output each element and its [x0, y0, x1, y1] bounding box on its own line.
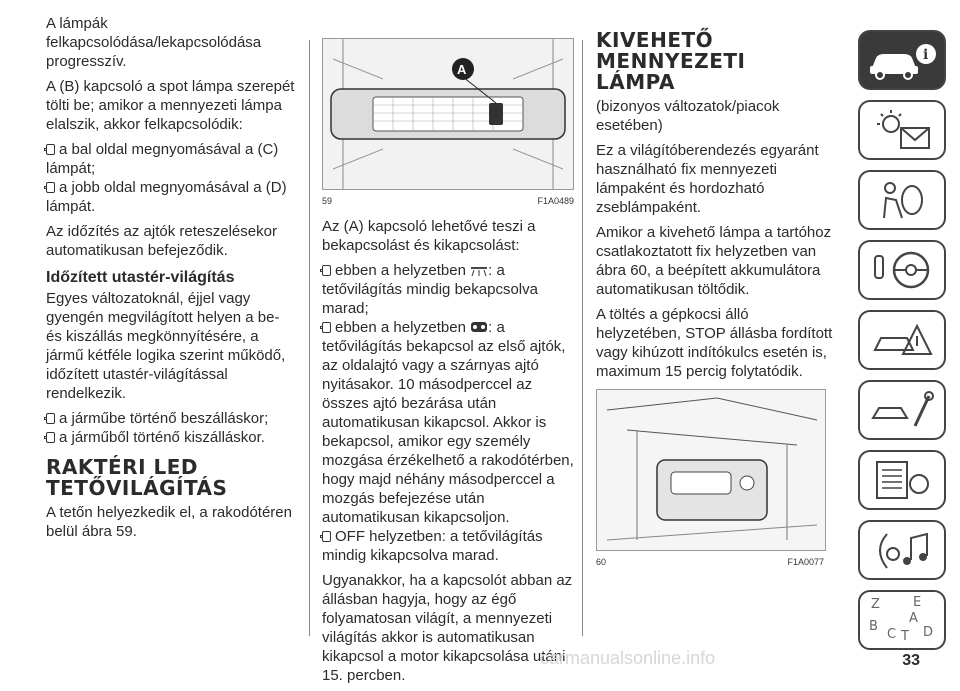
figure-callout-label: A — [457, 62, 467, 77]
bullet-text: a jobb oldal megnyomásával a (D) lámpát. — [46, 179, 287, 215]
bullet-icon — [322, 265, 331, 276]
index-letter: E — [913, 595, 922, 610]
tab-index[interactable] — [858, 590, 946, 650]
figure-code: F1A0077 — [787, 557, 824, 567]
column-1 — [46, 14, 298, 547]
lamp-on-icon — [470, 265, 488, 277]
index-letter: Z — [871, 597, 880, 612]
bullet-item — [322, 318, 574, 527]
subheading: Időzített utastér-világítás — [46, 269, 235, 286]
column-3 — [596, 30, 836, 578]
paragraph: Egyes változatoknál, éjjel vagy gyengén megvilágított helyen a be- és kiszállás megkönnyítésére, a jármű kétféle logika szerint működő, időzített utastér-világítással rendelkezik. — [46, 290, 286, 402]
figure-caption — [322, 192, 574, 211]
bullet-item — [46, 140, 298, 178]
bullet-item — [46, 178, 298, 216]
paragraph: A töltés a gépkocsi álló helyzetében, STOP állásba fordított vagy kihúzott indítókulcs esetén is, maximum 15 percig folytatódik. — [596, 306, 833, 380]
tab-technical-data[interactable] — [858, 450, 946, 510]
paragraph: Az időzítés az ajtók reteszelésekor automatikusan befejeződik. — [46, 223, 277, 259]
index-letter: D — [923, 625, 934, 640]
removable-lamp-illustration — [597, 390, 825, 550]
bullet-text: a járműbe történő beszálláskor; — [59, 410, 269, 427]
bullet-text: a bal oldal megnyomásával a (C) lámpát; — [46, 141, 279, 177]
bullet-icon — [322, 322, 331, 333]
tab-car-info[interactable] — [858, 30, 946, 90]
index-letter: B — [869, 619, 878, 634]
figure-60 — [596, 389, 826, 551]
bullet-item — [322, 261, 574, 318]
paragraph: Ez a világítóberendezés egyaránt használható fix mennyezeti lámpaként és hordozható zseblámpaként. — [596, 142, 819, 216]
paragraph: A (B) kapcsoló a spot lámpa szerepét tölti be; amikor a mennyezeti lámpa elalszik, akkor felkapcsolódik: — [46, 78, 295, 133]
tab-emergency[interactable] — [858, 310, 946, 370]
figure-code: F1A0489 — [537, 196, 574, 206]
index-letter: A — [909, 611, 918, 626]
bullet-icon — [46, 182, 55, 193]
car-info-icon — [866, 40, 938, 80]
bullet-icon — [46, 432, 55, 443]
section-heading — [596, 30, 836, 93]
index-icon — [867, 595, 937, 645]
specs-icon — [867, 458, 937, 502]
column-2 — [322, 38, 574, 691]
section-heading-line: LÁMPA — [596, 70, 675, 94]
figure-number: 60 — [596, 557, 607, 567]
figure-59 — [322, 38, 574, 190]
tab-multimedia[interactable] — [858, 520, 946, 580]
door-sensor-icon — [470, 320, 488, 334]
page-number: 33 — [902, 652, 920, 669]
bullet-text: : a tetővilágítás bekapcsol az első ajtók, az oldalajtó vagy a szárnyas ajtó nyitásakor. 10 másodperccel az összes ajtó bezárása után automatikusan kikapcsol. Akkor is bekapcsol, amikor egy személy mozgása érzékelhető a rakodótérben, hogy majd néhány másodperccel a mozgás befejezése után automatikusan kikapcsoljon. — [322, 319, 574, 526]
bullet-text: ebben a helyzetben — [335, 262, 466, 279]
index-letter: C — [887, 627, 897, 642]
section-heading-line: TETŐVILÁGÍTÁS — [46, 476, 228, 500]
emergency-icon — [867, 318, 937, 362]
bullet-item — [46, 409, 298, 428]
tab-warning-lights[interactable] — [858, 100, 946, 160]
multimedia-icon — [867, 528, 937, 572]
bullet-text: a járműből történő kiszálláskor. — [59, 429, 265, 446]
bullet-icon — [46, 144, 55, 155]
tab-starting-driving[interactable] — [858, 240, 946, 300]
svg-text:i: i — [923, 47, 929, 63]
roof-light-illustration — [323, 39, 573, 189]
warning-lights-icon — [867, 108, 937, 152]
bullet-icon — [46, 413, 55, 424]
bullet-text: OFF helyzetben: a tetővilágítás mindig kikapcsolva marad. — [322, 528, 543, 564]
bullet-text: ebben a helyzetben — [335, 319, 466, 336]
section-heading-line: KIVEHETŐ MENNYEZETI — [596, 28, 746, 73]
bullet-icon — [322, 531, 331, 542]
maintenance-icon — [867, 388, 937, 432]
watermark: carmanualsonline.info — [540, 648, 716, 668]
tab-safety[interactable] — [858, 170, 946, 230]
bullet-item — [322, 527, 574, 565]
bullet-text: : a tetővilágítás mindig bekapcsolva marad; — [322, 262, 538, 317]
paragraph: A lámpák felkapcsolódása/lekapcsolódása progresszív. — [46, 15, 262, 70]
paragraph: Ugyanakkor, ha a kapcsolót abban az állásban hagyja, hogy az égő folyamatosan világít, a mennyezeti világítás akkor is automatikusan kikapcsol a motor kikapcsolása utáni 15. percben. — [322, 572, 573, 684]
paragraph: Az (A) kapcsoló lehetővé teszi a bekapcsolást és kikapcsolást: — [322, 218, 536, 254]
section-heading — [46, 457, 298, 499]
steering-wheel-icon — [867, 248, 937, 292]
paragraph: (bizonyos változatok/piacok esetében) — [596, 98, 780, 134]
figure-number: 59 — [322, 196, 333, 206]
paragraph: A tetőn helyezkedik el, a rakodótéren belül ábra 59. — [46, 504, 292, 540]
tab-maintenance[interactable] — [858, 380, 946, 440]
column-divider — [309, 40, 310, 636]
index-letter: T — [901, 629, 909, 644]
paragraph: Amikor a kivehető lámpa a tartóhoz csatlakoztatott fix helyzetben van ábra 60, a beépített akkumulátora automatikusan töltődik. — [596, 224, 832, 298]
column-divider — [582, 40, 583, 636]
safety-airbag-icon — [872, 178, 932, 222]
figure-caption — [596, 553, 824, 572]
bullet-item — [46, 428, 298, 447]
section-heading-line: RAKTÉRI LED — [46, 455, 198, 479]
